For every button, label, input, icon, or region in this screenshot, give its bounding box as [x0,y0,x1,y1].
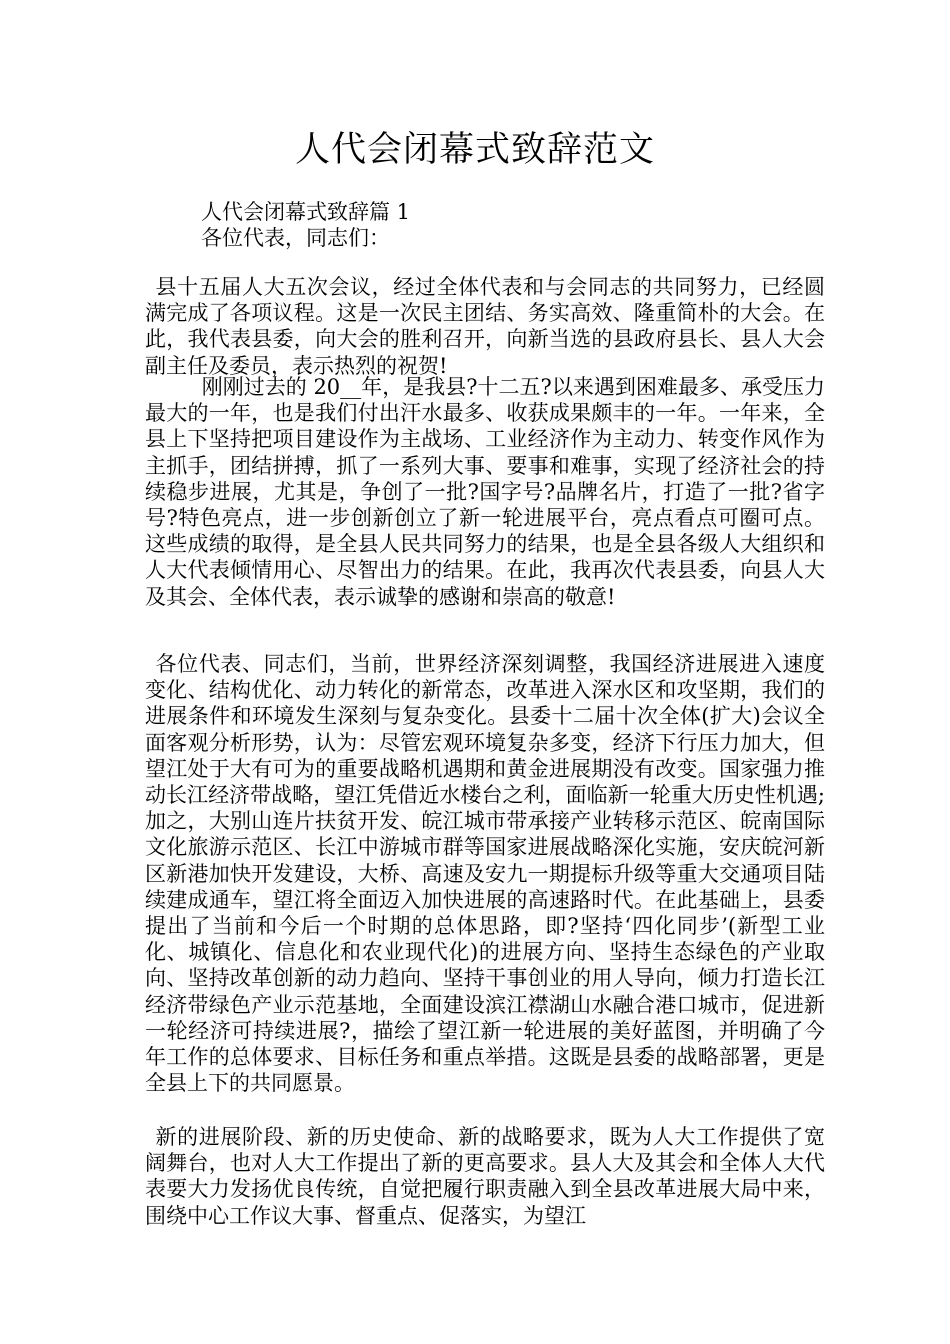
paragraph-3: 各位代表、同志们，当前，世界经济深刻调整，我国经济进展进入速度变化、结构优化、动力转化的新常态，改革进入深水区和攻坚期，我们的进展条件和环境发生深刻与复杂变化。县委十二届十次全体(扩大)会议全面客观分析形势，认为：尽管宏观环境复杂多变，经济下行压力加大，但望江处于大有可为的重要战略机遇期和黄金进展期没有改变。国家强力推动长江经济带战略，望江凭借近水楼台之利，面临新一轮重大历史性机遇;加之，大别山连片扶贫开发、皖江城市带承接产业转移示范区、皖南国际文化旅游示范区、长江中游城市群等国家进展战略深化实施，安庆皖河新区新港加快开发建设，大桥、高速及安九一期提标升级等重大交通项目陆续建成通车，望江将全面迈入加快进展的高速路时代。在此基础上，县委提出了当前和今后一个时期的总体思路，即?坚持‘四化同步’(新型工业化、城镇化、信息化和农业现代化)的进展方向、坚持生态绿色的产业取向、坚持改革创新的动力趋向、坚持干事创业的用人导向，倾力打造长江经济带绿色产业示范基地，全面建设滨江襟湖山水融合港口城市，促进新一轮经济可持续进展?，描绘了望江新一轮进展的美好蓝图，并明确了今年工作的总体要求、目标任务和重点举措。这既是县委的战略部署，更是全县上下的共同愿景。 [145,652,825,1096]
paragraph-2: 刚刚过去的 20__年，是我县?十二五?以来遇到困难最多、承受压力最大的一年，也是我们付出汗水最多、收获成果颇丰的一年。一年来，全县上下坚持把项目建设作为主战场、工业经济作为主动力、转变作风作为主抓手，团结拼搏，抓了一系列大事、要事和难事，实现了经济社会的持续稳步进展，尤其是，争创了一批?国字号?品牌名片，打造了一批?省字号?特色亮点，进一步创新创立了新一轮进展平台，亮点看点可圈可点。这些成绩的取得，是全县人民共同努力的结果，也是全县各级人大组织和人大代表倾情用心、尽智出力的结果。在此，我再次代表县委，向县人大及其会、全体代表，表示诚挚的感谢和崇高的敬意! [145,375,825,609]
paragraph-1: 县十五届人大五次会议，经过全体代表和与会同志的共同努力，已经圆满完成了各项议程。这是一次民主团结、务实高效、隆重简朴的大会。在此，我代表县委，向大会的胜利召开，向新当选的县政府县长、县人大会副主任及委员，表示热烈的祝贺! [145,275,825,378]
section-heading: 人代会闭幕式致辞篇 1 [201,200,411,224]
document-title: 人代会闭幕式致辞范文 [294,130,655,170]
paragraph-4: 新的进展阶段、新的历史使命、新的战略要求，既为人大工作提供了宽阔舞台，也对人大工作提出了新的更高要求。县人大及其会和全体人大代表要大力发扬优良传统，自觉把履行职责融入到全县改革进展大局中来，围绕中心工作议大事、督重点、促落实，为望江 [145,1125,825,1228]
salutation: 各位代表，同志们： [201,226,390,250]
